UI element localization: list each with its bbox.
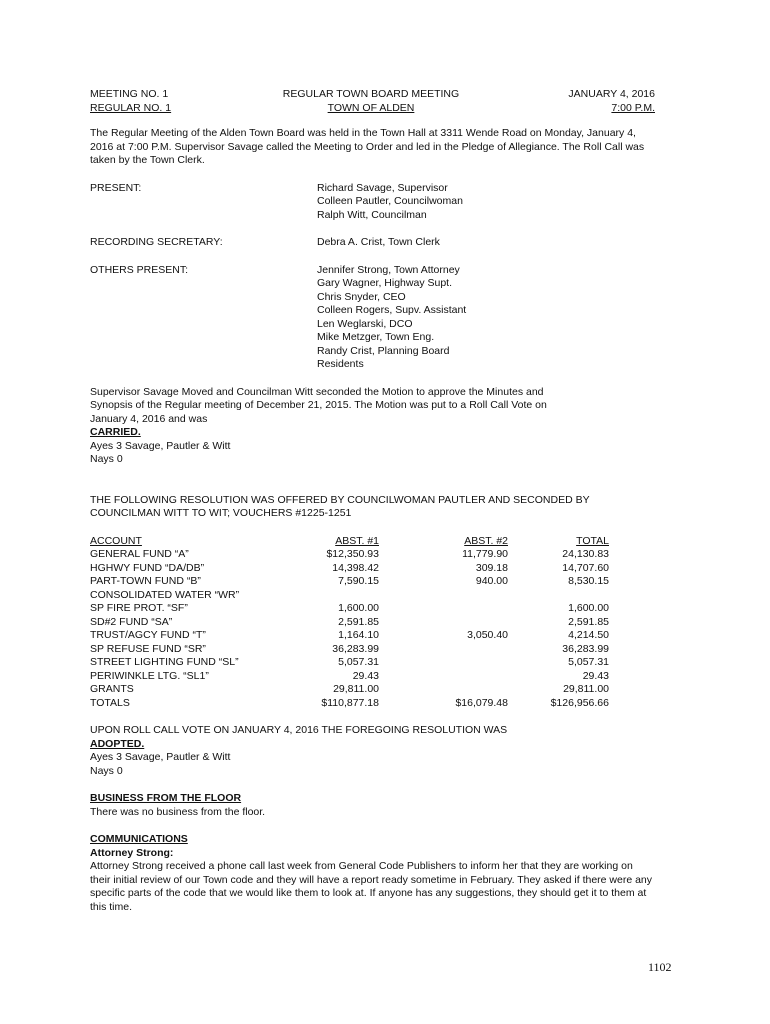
others-name: Jennifer Strong, Town Attorney (317, 263, 460, 276)
account-cell: TRUST/AGCY FUND “T” (90, 629, 206, 641)
total-cell: 24,130.83 (562, 548, 609, 560)
abstract2-cell (379, 602, 508, 616)
intro-paragraph: The Regular Meeting of the Alden Town Board was held in the Town Hall at 3311 Wende Road on Monday, January 4, 2016 at 7:00 P.M. Supervisor Savage called the Meeting to Order and led in the Pledge of Allegiance. The Roll Call was taken by the Town Clerk. (90, 127, 645, 166)
column-header: ACCOUNT (90, 534, 142, 547)
others-name: Len Weglarski, DCO (317, 317, 413, 330)
table-row (90, 670, 609, 684)
meeting-time: 7:00 P.M. (611, 101, 655, 114)
table-row (90, 629, 609, 643)
total-cell: 2,591.85 (568, 615, 609, 628)
resolution-line: THE FOLLOWING RESOLUTION WAS OFFERED BY COUNCILWOMAN PAUTLER AND SECONDED BY (90, 493, 590, 506)
abstract1-cell: 29.43 (352, 669, 379, 682)
motion-result: CARRIED. (90, 426, 141, 438)
present-section (90, 182, 655, 223)
present-label: PRESENT: (90, 181, 142, 194)
account-cell: PERIWINKLE LTG. “SL1” (90, 669, 209, 682)
table-row (90, 575, 609, 589)
abstract2-cell (379, 683, 508, 697)
account-cell: SP REFUSE FUND “SR” (90, 642, 206, 655)
account-cell: STREET LIGHTING FUND “SL” (90, 656, 239, 668)
table-row (90, 562, 609, 576)
account-cell: HGHWY FUND “DA/DB” (90, 561, 205, 574)
abstract2-cell (379, 616, 508, 630)
minutes-motion (90, 386, 655, 467)
total-cell: 1,600.00 (568, 602, 609, 614)
abstract1-cell: 1,600.00 (338, 602, 379, 614)
minutes-page (90, 88, 655, 914)
others-name: Residents (317, 358, 364, 370)
communications-text: Attorney Strong received a phone call last week from General Code Publishers to inform her that they are working on their initial review of our Town code and they will have a report ready sometime in February. They asked if there were any specific parts of the code that we would like them to look at. If anyone has any suggestions, they should get it to them at this time. (90, 860, 653, 913)
vote-line: UPON ROLL CALL VOTE ON JANUARY 4, 2016 THE FOREGOING RESOLUTION WAS (90, 724, 508, 736)
recording-name: Debra A. Crist, Town Clerk (317, 236, 440, 248)
abstract1-cell: $12,350.93 (326, 548, 379, 560)
column-header: ABST. #2 (464, 534, 508, 547)
abstract2-cell (379, 670, 508, 684)
motion-ayes: Ayes 3 Savage, Pautler & Witt (90, 439, 231, 452)
abstract1-cell (317, 589, 379, 603)
present-name: Ralph Witt, Councilman (317, 208, 427, 221)
resolution-vote (90, 724, 655, 778)
column-header: TOTAL (576, 534, 609, 547)
others-name: Gary Wagner, Highway Supt. (317, 277, 453, 289)
totals-label: TOTALS (90, 696, 130, 709)
communications-subheading: Attorney Strong: (90, 846, 174, 859)
table-row (90, 656, 609, 670)
communications-section (90, 833, 655, 914)
account-cell: GRANTS (90, 683, 134, 695)
vote-nays: Nays 0 (90, 764, 123, 777)
vote-ayes: Ayes 3 Savage, Pautler & Witt (90, 751, 231, 763)
meeting-date: JANUARY 4, 2016 (568, 88, 655, 100)
town-name: TOWN OF ALDEN (327, 101, 415, 114)
abstract2-cell: 3,050.40 (467, 629, 508, 641)
table-header-row (90, 535, 609, 549)
page-number: 1102 (648, 960, 672, 974)
others-names (317, 264, 466, 372)
communications-heading: COMMUNICATIONS (90, 833, 188, 845)
abstract2-cell (379, 643, 508, 657)
account-cell: CONSOLIDATED WATER “WR” (90, 588, 240, 601)
vote-result: ADOPTED. (90, 737, 145, 750)
abstract2-cell: 309.18 (475, 561, 508, 574)
totals-abstract2: $16,079.48 (455, 696, 508, 709)
business-heading: BUSINESS FROM THE FLOOR (90, 792, 242, 804)
resolution-line: COUNCILMAN WITT TO WIT; VOUCHERS #1225-1251 (90, 507, 352, 519)
header-row-1 (90, 88, 655, 102)
total-cell: 36,283.99 (562, 642, 609, 655)
present-name: Richard Savage, Supervisor (317, 181, 448, 194)
abstract1-cell: 2,591.85 (338, 615, 379, 628)
total-cell (508, 589, 609, 603)
present-name: Colleen Pautler, Councilwoman (317, 195, 463, 207)
total-cell: 14,707.60 (562, 561, 609, 574)
motion-line: Supervisor Savage Moved and Councilman Witt seconded the Motion to approve the Minutes and (90, 385, 544, 398)
totals-grand: $126,956.66 (550, 696, 609, 709)
abstract2-cell: 11,779.90 (462, 548, 508, 560)
total-cell: 8,530.15 (568, 575, 609, 587)
total-cell: 29,811.00 (563, 683, 609, 695)
header-row-2 (90, 102, 655, 116)
account-cell: PART-TOWN FUND “B” (90, 575, 201, 587)
meeting-number: MEETING NO. 1 (90, 88, 169, 100)
abstract1-cell: 1,164.10 (338, 629, 379, 641)
total-cell: 29.43 (582, 669, 609, 682)
present-names (317, 182, 463, 223)
business-text: There was no business from the floor. (90, 805, 266, 818)
others-label: OTHERS PRESENT: (90, 263, 189, 276)
table-row (90, 683, 609, 697)
others-present-section (90, 264, 655, 372)
others-name: Colleen Rogers, Supv. Assistant (317, 304, 467, 316)
totals-row (90, 697, 609, 711)
motion-line: Synopsis of the Regular meeting of December 21, 2015. The Motion was put to a Roll Call Vote on (90, 399, 547, 411)
abstract1-cell: 7,590.15 (338, 575, 379, 587)
account-cell: SP FIRE PROT. “SF” (90, 602, 188, 614)
table-row (90, 548, 609, 562)
abstract1-cell: 14,398.42 (332, 561, 379, 574)
motion-nays: Nays 0 (90, 453, 123, 465)
voucher-resolution (90, 494, 655, 521)
recording-secretary-section (90, 236, 655, 250)
abstract2-cell (379, 589, 508, 603)
recording-label: RECORDING SECRETARY: (90, 236, 223, 248)
others-name: Randy Crist, Planning Board (317, 344, 450, 357)
regular-number: REGULAR NO. 1 (90, 101, 172, 114)
total-cell: 4,214.50 (568, 629, 609, 641)
abstract1-cell: 29,811.00 (333, 683, 379, 695)
motion-line: January 4, 2016 and was (90, 412, 208, 425)
table-row (90, 616, 609, 630)
voucher-table (90, 535, 609, 711)
account-cell: GENERAL FUND “A” (90, 548, 189, 560)
table-row (90, 589, 609, 603)
abstract1-cell: 5,057.31 (338, 656, 379, 668)
abstract2-cell (379, 656, 508, 670)
table-row (90, 643, 609, 657)
meeting-type: REGULAR TOWN BOARD MEETING (282, 88, 460, 100)
business-section (90, 792, 655, 819)
account-cell: SD#2 FUND “SA” (90, 615, 173, 628)
others-name: Mike Metzger, Town Eng. (317, 331, 435, 343)
column-header: ABST. #1 (335, 534, 379, 547)
abstract1-cell: 36,283.99 (332, 642, 379, 655)
table-row (90, 602, 609, 616)
total-cell: 5,057.31 (568, 656, 609, 668)
abstract2-cell: 940.00 (475, 575, 508, 587)
totals-abstract1: $110,877.18 (321, 696, 379, 709)
others-name: Chris Snyder, CEO (317, 290, 406, 303)
